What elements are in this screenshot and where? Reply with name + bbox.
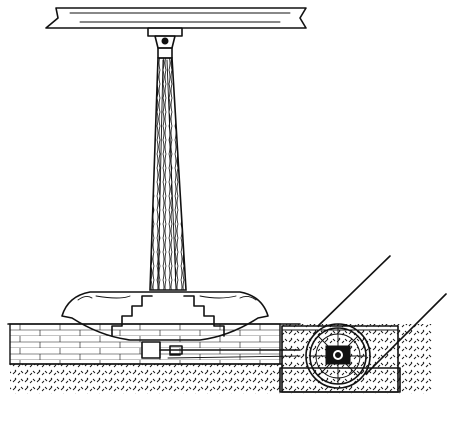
driving-wheel xyxy=(306,324,370,388)
ceiling-beam xyxy=(46,8,306,28)
top-bearing xyxy=(148,28,182,58)
wooden-post xyxy=(150,58,186,290)
